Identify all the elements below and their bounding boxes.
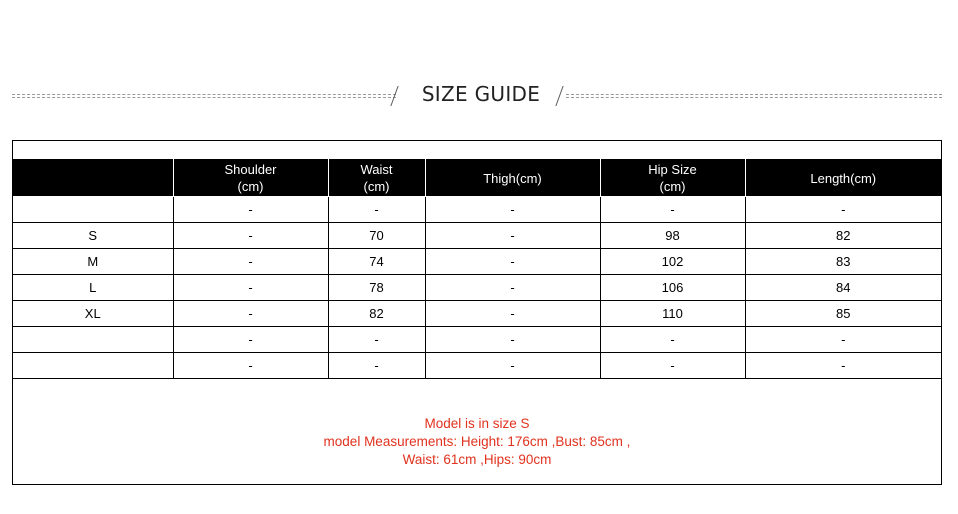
table-row	[13, 223, 941, 249]
cell-shoulder: -	[173, 197, 328, 223]
cell-hip: -	[600, 327, 745, 353]
cell-size: L	[13, 275, 173, 301]
cell-thigh: -	[425, 197, 600, 223]
cell-size: M	[13, 249, 173, 275]
table-row	[13, 249, 941, 275]
cell-size: S	[13, 223, 173, 249]
table-row	[13, 327, 941, 353]
cell-hip: 98	[600, 223, 745, 249]
cell-length: -	[745, 353, 941, 379]
cell-waist: 78	[328, 275, 425, 301]
cell-hip: 102	[600, 249, 745, 275]
table-row	[13, 353, 941, 379]
cell-hip: -	[600, 197, 745, 223]
cell-thigh: -	[425, 249, 600, 275]
cell-waist: -	[328, 327, 425, 353]
cell-hip: 110	[600, 301, 745, 327]
right-dashed-rule	[566, 94, 942, 95]
cell-waist: 74	[328, 249, 425, 275]
cell-shoulder: -	[173, 223, 328, 249]
header-waist: Waist (cm)	[328, 160, 425, 197]
cell-thigh: -	[425, 301, 600, 327]
cell-shoulder: -	[173, 327, 328, 353]
table-row	[13, 197, 941, 223]
cell-size	[13, 327, 173, 353]
table-row	[13, 301, 941, 327]
cell-thigh: -	[425, 327, 600, 353]
cell-size	[13, 353, 173, 379]
cell-shoulder: -	[173, 275, 328, 301]
model-measurements-line: model Measurements: Height: 176cm ,Bust: 85cm ,	[323, 434, 631, 449]
cell-length: 83	[745, 249, 941, 275]
page-title: SIZE GUIDE	[421, 82, 541, 106]
cell-thigh: -	[425, 275, 600, 301]
cell-length: 82	[745, 223, 941, 249]
cell-length: -	[745, 197, 941, 223]
cell-length: 84	[745, 275, 941, 301]
cell-waist: -	[328, 197, 425, 223]
table-row	[13, 275, 941, 301]
cell-size	[13, 197, 173, 223]
cell-length: 85	[745, 301, 941, 327]
cell-length: -	[745, 327, 941, 353]
header-hip-size: Hip Size (cm)	[600, 160, 745, 197]
size-table	[13, 159, 941, 379]
header-size	[13, 160, 173, 197]
size-guide-header	[12, 80, 942, 112]
cell-waist: 82	[328, 301, 425, 327]
header-thigh: Thigh(cm)	[425, 160, 600, 197]
model-size-line: Model is in size S	[424, 416, 530, 431]
cell-waist: -	[328, 353, 425, 379]
table-header-row	[13, 160, 941, 197]
cell-hip: -	[600, 353, 745, 379]
header-shoulder: Shoulder (cm)	[173, 160, 328, 197]
cell-thigh: -	[425, 353, 600, 379]
cell-thigh: -	[425, 223, 600, 249]
cell-shoulder: -	[173, 353, 328, 379]
left-dashed-rule	[12, 94, 396, 95]
model-note	[13, 415, 941, 469]
header-length: Length(cm)	[745, 160, 941, 197]
cell-hip: 106	[600, 275, 745, 301]
cell-shoulder: -	[173, 249, 328, 275]
size-table-frame	[12, 140, 942, 485]
cell-waist: 70	[328, 223, 425, 249]
cell-shoulder: -	[173, 301, 328, 327]
model-waist-hips-line: Waist: 61cm ,Hips: 90cm	[402, 452, 552, 467]
cell-size: XL	[13, 301, 173, 327]
